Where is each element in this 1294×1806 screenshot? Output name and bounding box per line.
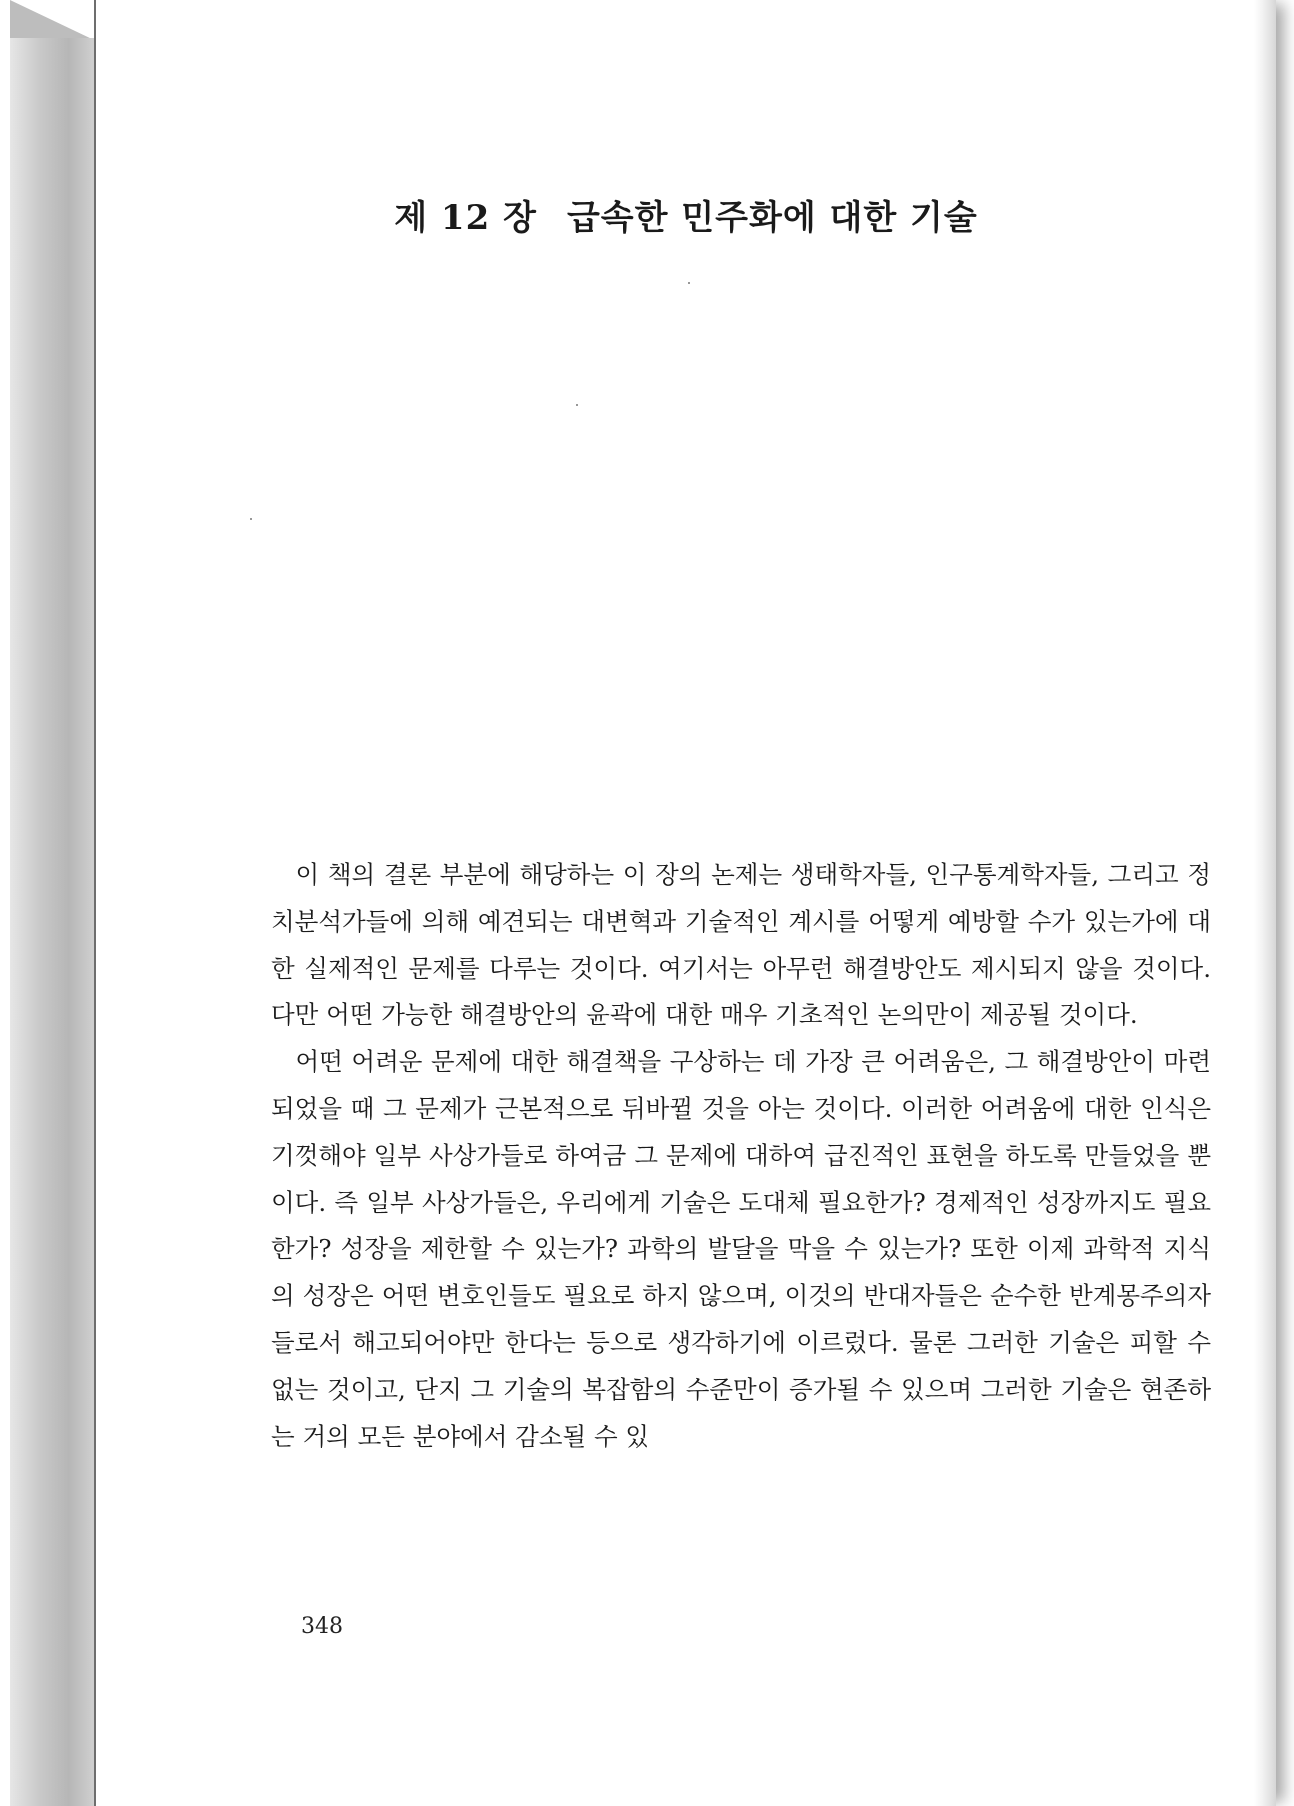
- book-page: [94, 0, 1276, 1806]
- book-spine-top: [10, 0, 94, 40]
- chapter-number: 제 12 장: [394, 198, 537, 238]
- page-edge-shading: [1254, 0, 1276, 1806]
- chapter-title-text: 급속한 민주화에 대한 기술: [566, 198, 978, 238]
- print-speck: [250, 518, 252, 520]
- print-speck: [688, 282, 690, 284]
- body-text: [271, 852, 1211, 1460]
- print-speck: [576, 404, 578, 406]
- paragraph: 어떤 어려운 문제에 대한 해결책을 구상하는 데 가장 큰 어려움은, 그 해결방안이 마련되었을 때 그 문제가 근본적으로 뒤바뀔 것을 아는 것이다. 이러한 어려움에 대한 인식은 기껏해야 일부 사상가들로 하여금 그 문제에 대하여 급진적인 표현을 하도록 만들었을 뿐이다. 즉 일부 사상가들은, 우리에게 기술은 도대체 필요한가? 경제적인 성장까지도 필요한가? 성장을 제한할 수 있는가? 과학의 발달을 막을 수 있는가? 또한 이제 과학적 지식의 성장은 어떤 변호인들도 필요로 하지 않으며, 이것의 반대자들은 순수한 반계몽주의자들로서 해고되어야만 한다는 등으로 생각하기에 이르렀다. 물론 그러한 기술은 피할 수 없는 것이고, 단지 그 기술의 복잡함의 수준만이 증가될 수 있으며 그러한 기술은 현존하는 거의 모든 분야에서 감소될 수 있: [271, 1047, 1211, 1451]
- chapter-title: [96, 190, 1276, 239]
- book-spine: [10, 38, 95, 1806]
- page-number: 348: [301, 1614, 343, 1639]
- paragraph: 이 책의 결론 부분에 해당하는 이 장의 논제는 생태학자들, 인구통계학자들, 그리고 정치분석가들에 의해 예견되는 대변혁과 기술적인 계시를 어떻게 예방할 수가 있는가에 대한 실제적인 문제를 다루는 것이다. 여기서는 아무런 해결방안도 제시되지 않을 것이다. 다만 어떤 가능한 해결방안의 윤곽에 대한 매우 기초적인 논의만이 제공될 것이다.: [271, 860, 1211, 1030]
